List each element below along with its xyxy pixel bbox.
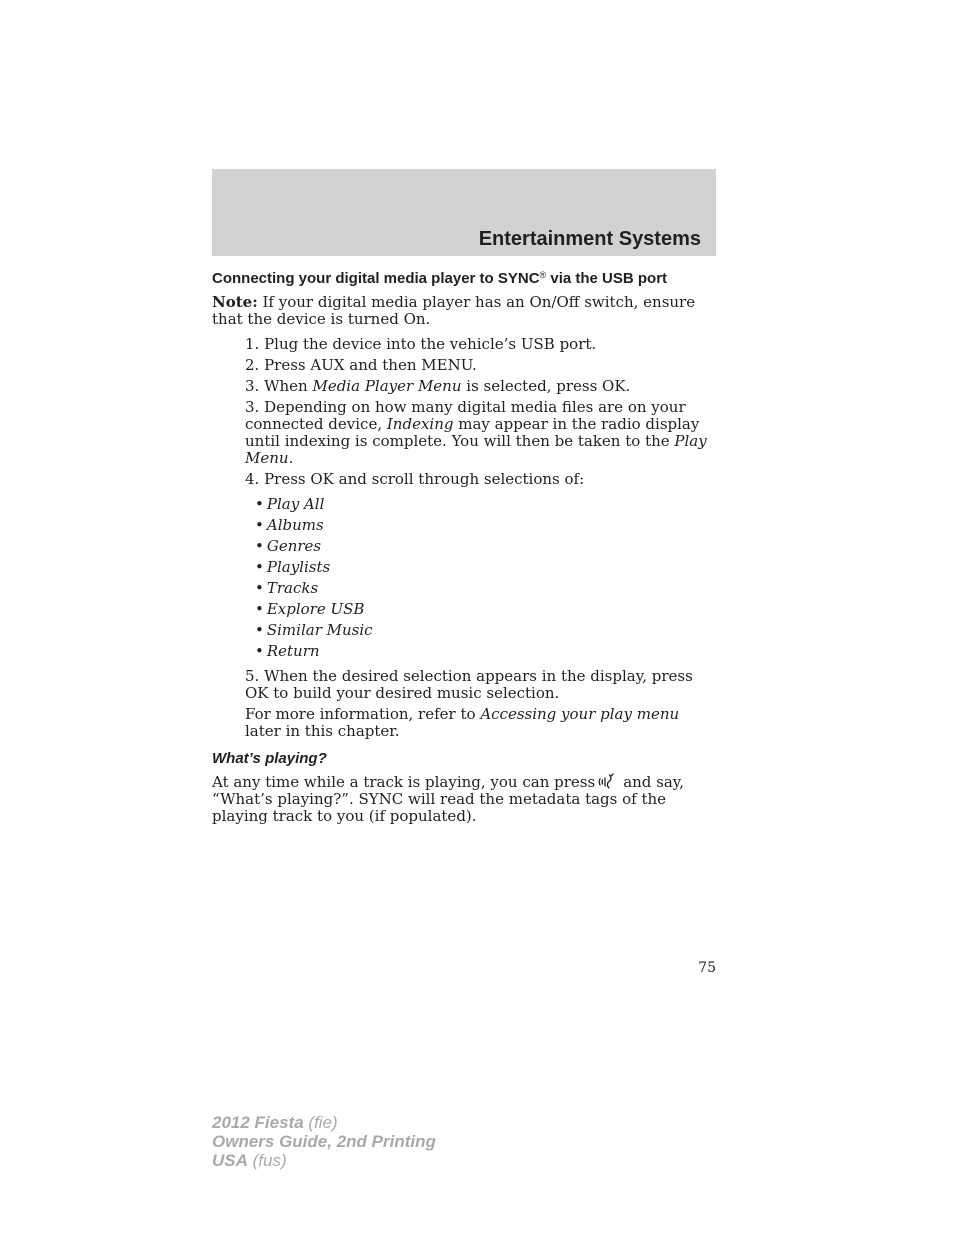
section-heading: Connecting your digital media player to SYNC® via the USB port — [212, 270, 668, 287]
note-label: Note: — [212, 293, 258, 311]
step-4: 4. Press OK and scroll through selections of: — [245, 470, 585, 488]
list-item: • Similar Music — [255, 621, 373, 639]
step-1: 1. Plug the device into the vehicle’s USB port. — [245, 335, 597, 353]
list-item: • Tracks — [255, 579, 319, 597]
registered-mark: ® — [539, 270, 547, 280]
step-5: 5. When the desired selection appears in the display, press OK to build your desired music selection. — [245, 667, 693, 702]
voice-command-icon — [597, 773, 617, 790]
step-2: 2. Press AUX and then MENU. — [245, 356, 477, 374]
list-item: • Return — [255, 642, 320, 660]
list-item: • Explore USB — [255, 600, 365, 618]
section-header-band — [212, 169, 716, 256]
footer-market-line: USA (fus) — [212, 1151, 287, 1170]
chapter-title: Entertainment Systems — [478, 228, 701, 250]
whats-playing-paragraph: At any time while a track is playing, you can press and say, “What’s playing?”. SYNC will read the metadata tags of the playing track to you (if populated). — [212, 773, 685, 825]
step-3-select: 3. When Media Player Menu is selected, press OK. — [245, 377, 631, 395]
more-info: For more information, refer to Accessing your play menu later in this chapter. — [245, 705, 680, 740]
page-content — [212, 266, 716, 825]
list-item: • Genres — [255, 537, 322, 555]
selection-list — [212, 496, 716, 660]
whats-playing-heading: What’s playing? — [212, 750, 327, 767]
footer-guide-line: Owners Guide, 2nd Printing — [212, 1132, 436, 1151]
list-item: • Albums — [255, 516, 324, 534]
page-number: 75 — [698, 960, 716, 976]
footer-model-line: 2012 Fiesta (fie) — [212, 1113, 338, 1132]
step-3-indexing: 3. Depending on how many digital media files are on your connected device, Indexing may appear in the radio display until indexing is complete. You will then be taken to the Play Menu. — [245, 398, 707, 467]
document-footer — [212, 1113, 436, 1170]
list-item: • Playlists — [255, 558, 331, 576]
note-paragraph: Note: If your digital media player has an On/Off switch, ensure that the device is turned On. — [212, 293, 696, 328]
list-item: • Play All — [255, 495, 325, 513]
